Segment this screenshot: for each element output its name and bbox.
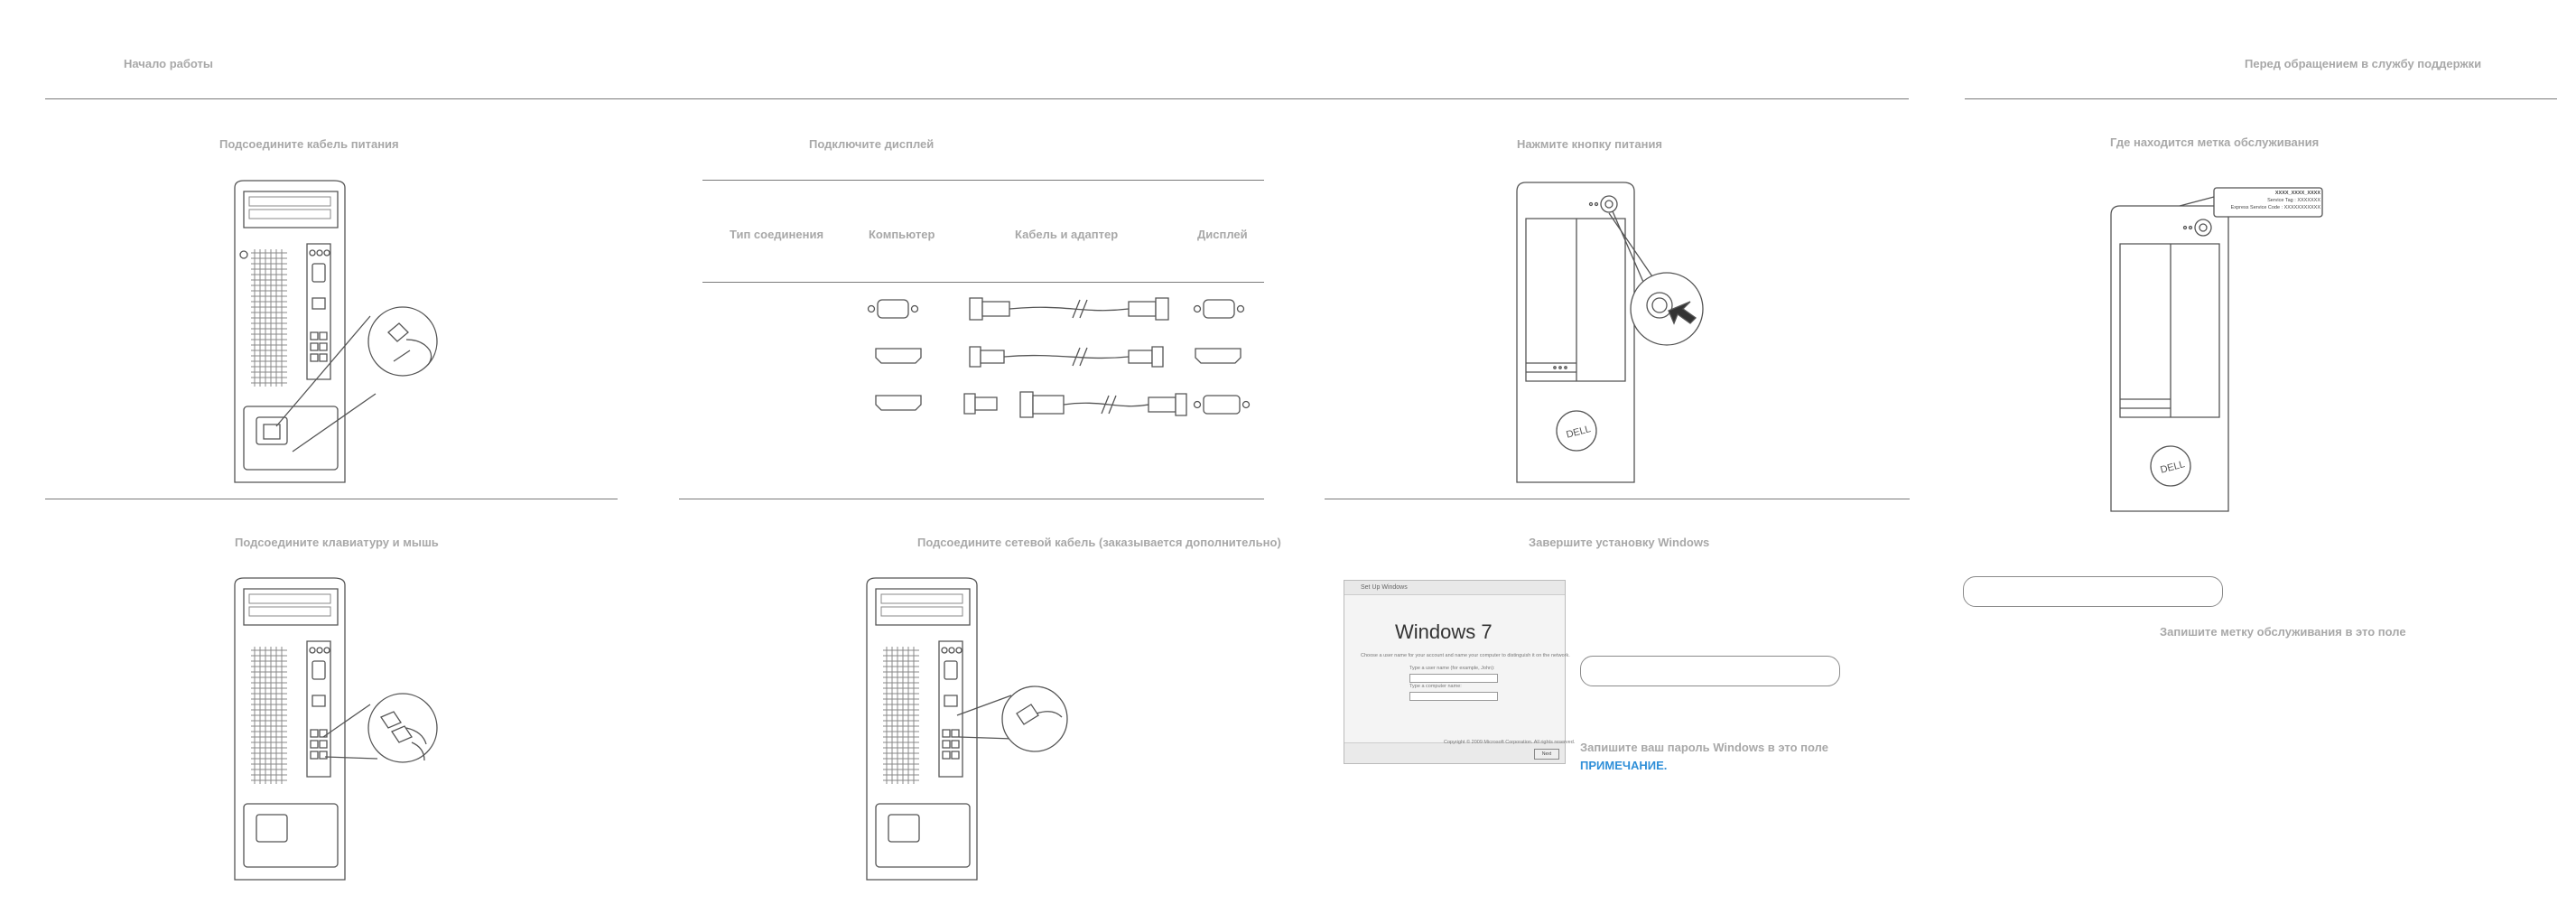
windows-password-important: ПРИМЕЧАНИЕ. <box>1580 759 1668 772</box>
windows-setup-instruction: Choose a user name for your account and name your computer to distinguish it on the network. <box>1361 653 1570 658</box>
page-header-right: Перед обращением в службу поддержки <box>2245 57 2482 70</box>
windows-username-input[interactable] <box>1409 674 1498 683</box>
table-rule-top <box>702 180 1264 181</box>
connector-row-vga <box>867 291 1264 332</box>
table-header-connection-type: Тип соединения <box>730 228 824 241</box>
windows-computer-input[interactable] <box>1409 692 1498 701</box>
table-header-computer: Компьютер <box>869 228 935 241</box>
service-tag-model: XXXX_XXXX_XXXX <box>2274 191 2320 196</box>
section-title-service-tag: Где находится метка обслуживания <box>2110 135 2320 149</box>
computer-front-service-tag-illustration <box>2107 188 2342 513</box>
windows-copyright: Copyright © 2009 Microsoft Corporation. All rights reserved. <box>1444 740 1576 745</box>
svg-text:DELL: DELL <box>2159 459 2187 476</box>
windows-password-field[interactable] <box>1580 656 1840 686</box>
section-title-power-cable: Подсоедините кабель питания <box>219 137 399 151</box>
svg-text:DELL: DELL <box>1565 424 1593 441</box>
service-tag-label-text <box>2221 190 2320 211</box>
windows-username-label: Type a user name (for example, John): <box>1409 666 1495 671</box>
windows-setup-footer <box>1344 742 1565 763</box>
section-title-power-button: Нажмите кнопку питания <box>1517 137 1663 151</box>
windows-setup-title-bar: Set Up Windows <box>1344 581 1565 595</box>
table-rule-bottom <box>702 282 1264 283</box>
service-tag-note: Запишите метку обслуживания в это поле <box>2160 625 2406 639</box>
windows-computer-label: Type a computer name: <box>1409 684 1462 689</box>
service-tag-number: Service Tag : XXXXXXX <box>2267 198 2320 203</box>
computer-rear-network-illustration <box>858 578 1074 885</box>
page-header-left: Начало работы <box>124 57 213 70</box>
windows-setup-screenshot <box>1344 580 1576 764</box>
section-title-windows-setup: Завершите установку Windows <box>1529 536 1710 549</box>
express-service-code: Express Service Code : XXXXXXXXXXX <box>2230 205 2320 210</box>
header-rule-right <box>1965 98 2557 99</box>
windows-next-button[interactable]: Next <box>1534 749 1559 760</box>
windows-password-text: Запишите ваш пароль Windows в это поле <box>1580 741 1828 754</box>
header-rule-left <box>45 98 1909 99</box>
section-title-keyboard-mouse: Подсоедините клавиатуру и мышь <box>235 536 439 549</box>
windows-logo: Windows 7 <box>1395 620 1493 643</box>
computer-front-power-illustration <box>1513 182 1748 490</box>
section-title-network: Подсоедините сетевой кабель (заказывается дополнительно) <box>917 536 1281 549</box>
computer-rear-keyboard-illustration <box>226 578 442 885</box>
section-title-display: Подключите дисплей <box>809 137 935 151</box>
table-header-cable-adapter: Кабель и адаптер <box>1015 228 1119 241</box>
connector-row-hdmi-dvi <box>867 387 1264 428</box>
table-header-display: Дисплей <box>1197 228 1248 241</box>
service-tag-field[interactable] <box>1963 576 2223 607</box>
connector-row-hdmi <box>867 341 1264 378</box>
windows-password-note <box>1580 739 1851 775</box>
computer-rear-power-illustration <box>226 181 442 488</box>
